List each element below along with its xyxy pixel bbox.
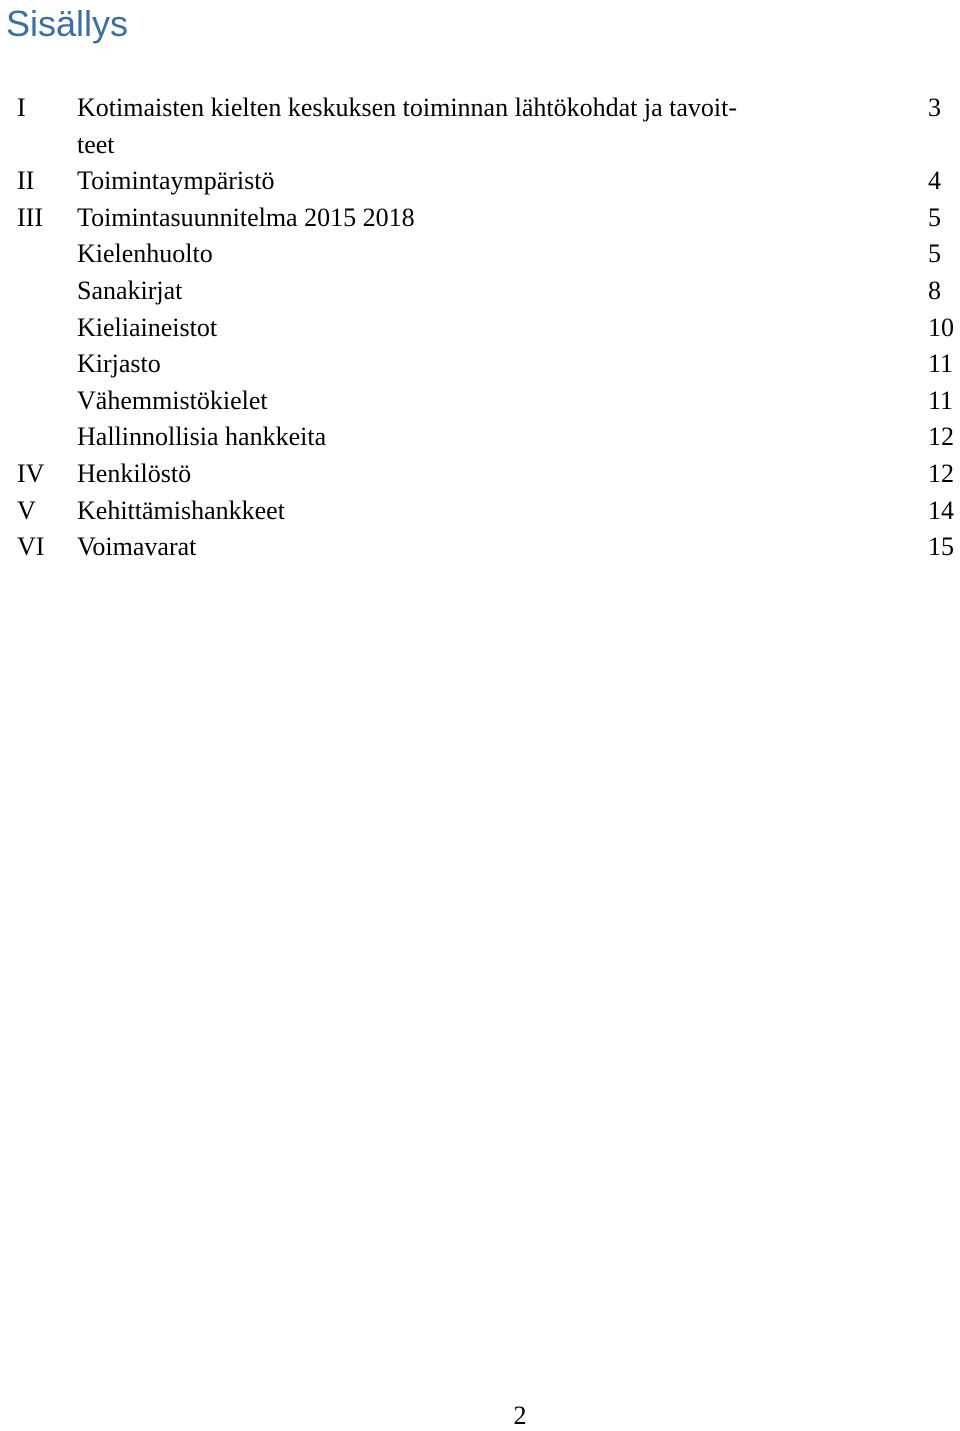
toc-entry[interactable] xyxy=(0,90,960,163)
toc-entry-number: I xyxy=(17,93,26,122)
toc-entry-page: 11 xyxy=(928,349,954,379)
toc-entry-page: 8 xyxy=(928,275,941,305)
toc-entry-number: VI xyxy=(17,532,45,562)
toc-entry-number: IV xyxy=(17,458,45,488)
toc-entry[interactable] xyxy=(0,529,960,566)
toc-entry-page: 4 xyxy=(928,166,941,196)
toc-entry-title: Hallinnollisia hankkeita xyxy=(77,422,327,452)
toc-entry[interactable] xyxy=(0,456,960,493)
toc-entry-number: V xyxy=(17,495,36,525)
page-title: Sisällys xyxy=(6,3,129,44)
toc-entry-title: Henkilöstö xyxy=(77,458,192,488)
toc-entry-title: Kieliaineistot xyxy=(77,312,218,342)
toc-entry-title: Toimintasuunnitelma 2015 2018 xyxy=(77,202,415,232)
toc-entry-number: III xyxy=(17,202,43,232)
toc-entry-page: 3 xyxy=(928,93,941,122)
toc-entry-page: 11 xyxy=(928,385,954,415)
toc-entry-page: 12 xyxy=(928,458,954,488)
toc-entry-page: 15 xyxy=(928,532,954,562)
toc-entry-page: 5 xyxy=(928,202,941,232)
toc-entry[interactable] xyxy=(0,236,960,273)
toc-entry-title: Vähemmistökielet xyxy=(77,385,268,415)
toc-entry-title: Kehittämishankkeet xyxy=(77,495,285,525)
toc-entry[interactable] xyxy=(0,310,960,347)
toc-entry[interactable] xyxy=(0,493,960,530)
toc-entry[interactable] xyxy=(0,200,960,237)
toc-entry[interactable] xyxy=(0,419,960,456)
toc-entry-title xyxy=(77,90,737,163)
toc-entry-page: 5 xyxy=(928,239,941,269)
toc-entry-title: Sanakirjat xyxy=(77,275,183,305)
toc-entry-title-line: teet xyxy=(77,129,115,159)
toc-entry-number: II xyxy=(17,166,35,196)
toc-entry[interactable] xyxy=(0,273,960,310)
toc-entry[interactable] xyxy=(0,346,960,383)
toc-entry-page: 12 xyxy=(928,422,954,452)
toc-entry-title-line: Kotimaisten kielten keskuksen toiminnan lähtökohdat ja tavoit- xyxy=(77,93,737,122)
toc-entry-title: Voimavarat xyxy=(77,532,197,562)
table-of-contents xyxy=(0,90,960,566)
toc-entry-page: 10 xyxy=(928,312,954,342)
toc-entry[interactable] xyxy=(0,163,960,200)
toc-entry-title: Kielenhuolto xyxy=(77,239,213,269)
toc-entry-title: Kirjasto xyxy=(77,349,161,379)
toc-entry[interactable] xyxy=(0,383,960,420)
toc-entry-title: Toimintaympäristö xyxy=(77,166,275,196)
toc-entry-page: 14 xyxy=(928,495,954,525)
page-number: 2 xyxy=(513,1401,527,1430)
